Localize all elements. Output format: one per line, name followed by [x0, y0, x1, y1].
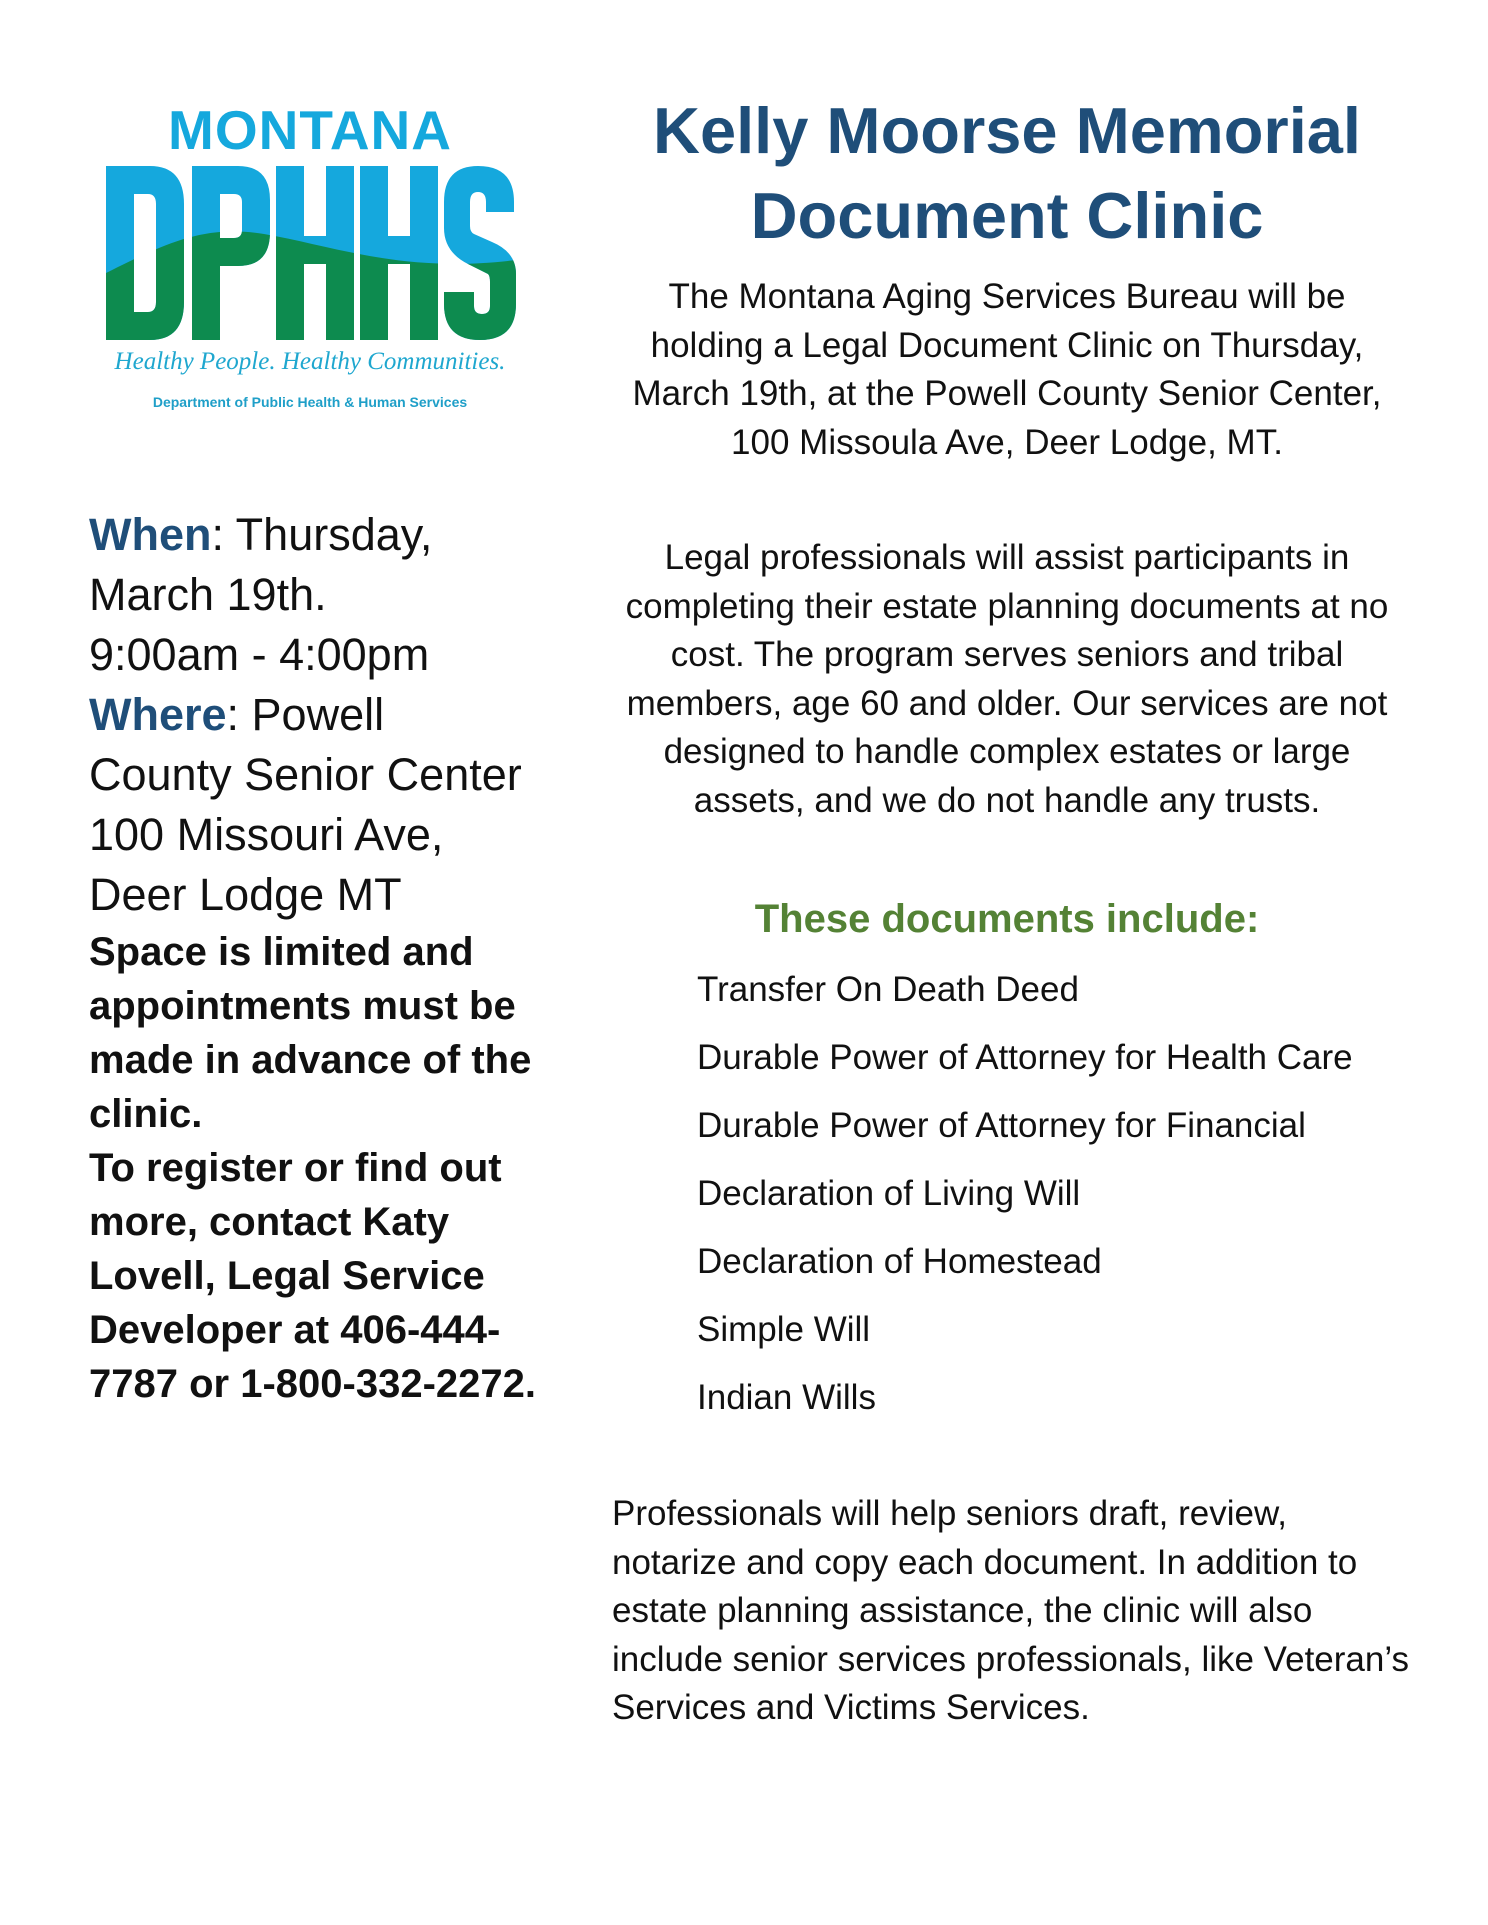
list-item: Durable Power of Attorney for Health Care	[697, 1038, 1353, 1077]
closing-paragraph: Professionals will help seniors draft, review, notarize and copy each document. In addition to estate planning assistance, the clinic will also include senior services professionals, like Veteran’s Services and Victims Services.	[612, 1494, 1409, 1727]
when-info	[89, 505, 539, 625]
logo-montana-text: MONTANA	[168, 99, 452, 161]
event-time: 9:00am - 4:00pm	[89, 629, 430, 680]
dphhs-logo-mark	[104, 164, 516, 342]
space-notice: Space is limited and appointments must be made in advance of the clinic.	[89, 930, 532, 1136]
dphhs-logo	[104, 100, 516, 420]
event-address: 100 Missouri Ave, Deer Lodge MT	[89, 809, 444, 920]
list-item: Indian Wills	[697, 1378, 876, 1417]
logo-department-name: Department of Public Health & Human Services	[152, 394, 468, 410]
documents-heading: These documents include:	[754, 897, 1260, 941]
intro-paragraph: The Montana Aging Services Bureau will be holding a Legal Document Clinic on Thursday, March 19th, at the Powell County Senior Center, 100 Missoula Ave, Deer Lodge, MT.	[632, 277, 1382, 462]
where-info	[89, 685, 539, 805]
documents-list	[697, 966, 1377, 1442]
logo-tagline: Healthy People. Healthy Communities.	[114, 348, 506, 375]
title-line-1: Kelly Moorse Memorial	[653, 94, 1361, 167]
event-details	[89, 505, 539, 1411]
list-item: Durable Power of Attorney for Financial	[697, 1106, 1306, 1145]
list-item: Simple Will	[697, 1310, 871, 1349]
when-value: : Thursday, March 19th.	[89, 509, 433, 620]
list-item: Transfer On Death Deed	[697, 970, 1079, 1009]
about-paragraph: Legal professionals will assist participants in completing their estate planning documents at no cost. The program serves seniors and tribal members, age 60 and older. Our services are not designed to handle complex estates or large assets, and we do not handle any trusts.	[625, 538, 1389, 820]
where-label: Where	[89, 689, 227, 740]
list-item: Declaration of Homestead	[697, 1242, 1102, 1281]
page-title	[612, 88, 1402, 258]
contact-info: To register or find out more, contact Katy Lovell, Legal Service Developer at 406-444-7787 or 1-800-332-2272.	[89, 1146, 536, 1406]
title-line-2: Document Clinic	[750, 179, 1264, 252]
list-item: Declaration of Living Will	[697, 1174, 1081, 1213]
where-value: : Powell County Senior Center	[89, 689, 522, 800]
when-label: When	[89, 509, 212, 560]
